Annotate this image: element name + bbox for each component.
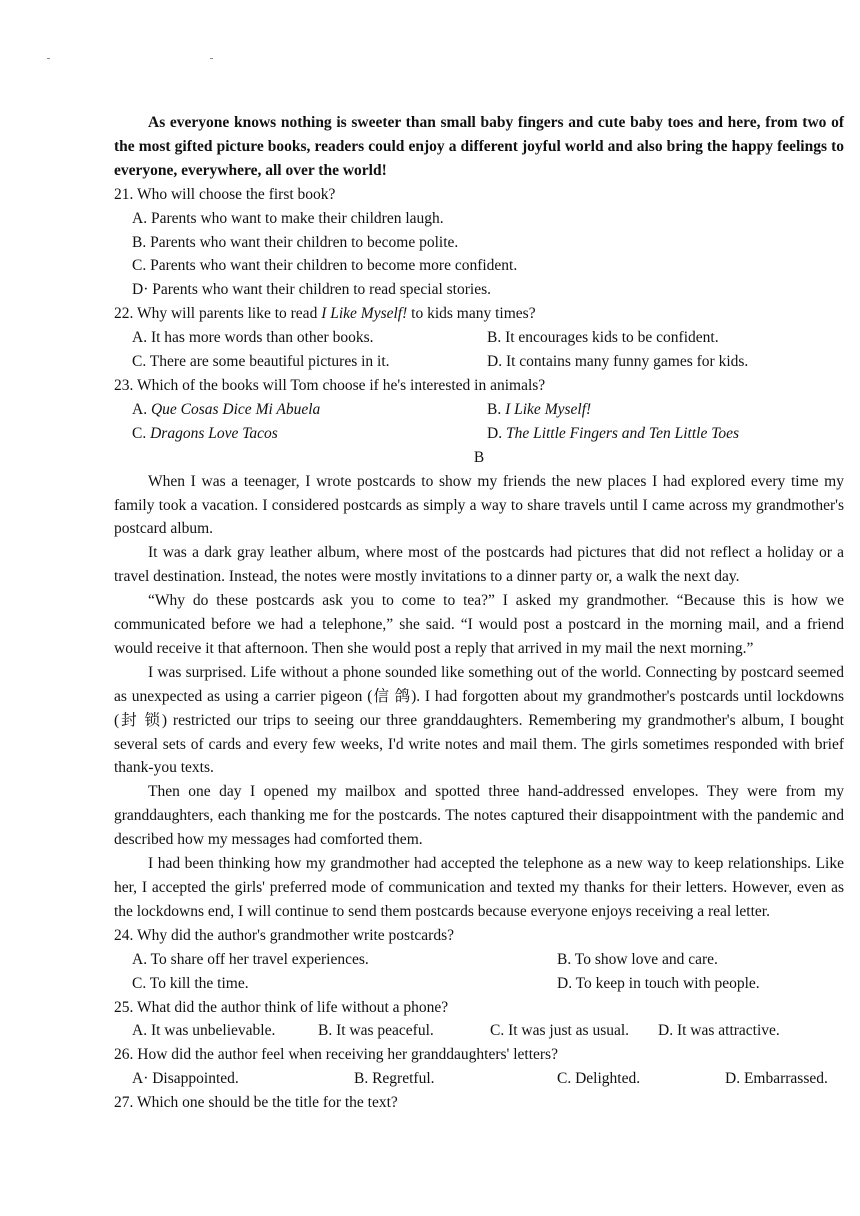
options-row	[114, 398, 844, 422]
option-letter: C.	[132, 424, 151, 442]
option-c: C. It was just as usual.	[490, 1022, 630, 1040]
option-d: D. Embarrassed.	[725, 1070, 828, 1088]
option-d	[487, 422, 844, 446]
question-stem: 27. Which one should be the title for the text?	[114, 1094, 398, 1112]
option-c: C. Delighted.	[557, 1070, 641, 1088]
passage-paragraph: It was a dark gray leather album, where most of the postcards had pictures that did not reflect a holiday or a travel destination. Instead, the notes were mostly invitations to a dinner party or, a walk the next day.	[114, 544, 844, 586]
option-letter: B.	[487, 400, 506, 418]
options-row	[114, 1067, 844, 1091]
options-row	[114, 1019, 844, 1043]
option-c: C. Parents who want their children to become more confident.	[132, 257, 518, 275]
option-b: B. Regretful.	[354, 1070, 435, 1088]
question-23	[114, 374, 844, 446]
question-stem	[114, 302, 844, 326]
book-title: I Like Myself!	[505, 400, 592, 418]
option-b: B. To show love and care.	[557, 950, 718, 968]
option-a: A. It was unbelievable.	[132, 1022, 276, 1040]
passage-paragraph: Then one day I opened my mailbox and spotted three hand-addressed envelopes. They were from my granddaughters, each thanking me for the postcards. The notes captured their disappointment with the pandemic and described how my messages had comforted them.	[114, 783, 844, 849]
option-c: C. There are some beautiful pictures in it.	[132, 353, 390, 371]
option-b: B. Parents who want their children to become polite.	[132, 233, 459, 251]
book-title: Que Cosas Dice Mi Abuela	[150, 400, 321, 418]
option-a: A· Disappointed.	[132, 1070, 239, 1088]
option-c	[114, 422, 487, 446]
question-22	[114, 302, 844, 374]
option-d: D. To keep in touch with people.	[557, 974, 760, 992]
stem-text: 22. Why will parents like to read	[114, 305, 322, 323]
option-a: A. Parents who want to make their children laugh.	[132, 209, 444, 227]
passage-paragraph: I had been thinking how my grandmother had accepted the telephone as a new way to keep relationships. Like her, I accepted the girls' preferred mode of communication and texted my thanks for their letters. However, even as the lockdowns end, I will continue to send them postcards because everyone enjoys receiving a real letter.	[114, 855, 844, 920]
option-a: A. To share off her travel experiences.	[132, 950, 369, 968]
options-row	[114, 948, 844, 972]
question-24	[114, 924, 844, 996]
question-27	[114, 1091, 844, 1115]
question-26	[114, 1043, 844, 1091]
option-d: D· Parents who want their children to read special stories.	[132, 281, 491, 299]
options-row	[114, 972, 844, 996]
passage-paragraph: When I was a teenager, I wrote postcards to show my friends the new places I had explored every time my family took a vacation. I considered postcards as simply a way to share travels until I came across my grandmother's postcard album.	[114, 472, 844, 538]
section-heading: B	[473, 448, 485, 466]
options-row	[114, 422, 844, 446]
question-stem: 26. How did the author feel when receiving her granddaughters' letters?	[114, 1046, 558, 1064]
option-a: A. It has more words than other books.	[132, 329, 374, 347]
question-stem: 21. Who will choose the first book?	[114, 185, 336, 203]
scan-speck	[47, 58, 50, 59]
stem-text: to kids many times?	[407, 305, 536, 323]
intro-paragraph: As everyone knows nothing is sweeter than small baby fingers and cute baby toes and here, from two of the most gifted picture books, readers could enjoy a different joyful world and also bring the happy feelings to everyone, everywhere, all over the world!	[114, 114, 844, 179]
options-row	[114, 350, 844, 374]
scan-speck	[210, 58, 213, 59]
option-b	[487, 398, 844, 422]
option-a	[114, 398, 487, 422]
option-d: D. It was attractive.	[658, 1022, 780, 1040]
option-b: B. It was peaceful.	[318, 1022, 434, 1040]
passage-paragraph: “Why do these postcards ask you to come to tea?” I asked my grandmother. “Because this is how we communicated before we had a telephone,” she said. “I would post a postcard in the morning mail, and a friend would receive it that afternoon. Then she would post a reply that arrived in my mail the next morning.”	[114, 592, 844, 657]
book-title: The Little Fingers and Ten Little Toes	[505, 424, 740, 442]
question-25	[114, 996, 844, 1044]
option-c: C. To kill the time.	[132, 974, 249, 992]
page-body	[114, 111, 844, 1115]
question-stem: 25. What did the author think of life without a phone?	[114, 998, 449, 1016]
option-letter: A.	[132, 400, 151, 418]
passage-paragraph: I was surprised. Life without a phone sounded like something out of the world. Connecting by postcard seemed as unexpected as using a carrier pigeon (信 鸽). I had forgotten about my grandmother's postcards until lockdowns (封 锁) restricted our trips to seeing our three granddaughters. Remembering my grandmother's album, I bought several sets of cards and every few weeks, I'd write notes and mail them. The girls sometimes responded with brief thank-you texts.	[114, 663, 844, 777]
book-title: I Like Myself!	[321, 305, 408, 323]
question-21	[114, 183, 844, 303]
question-stem: 24. Why did the author's grandmother write postcards?	[114, 926, 454, 944]
question-stem: 23. Which of the books will Tom choose if he's interested in animals?	[114, 376, 546, 394]
option-d: D. It contains many funny games for kids.	[487, 353, 749, 371]
option-b: B. It encourages kids to be confident.	[487, 329, 719, 347]
options-row	[114, 326, 844, 350]
option-letter: D.	[487, 424, 506, 442]
book-title: Dragons Love Tacos	[150, 424, 278, 442]
